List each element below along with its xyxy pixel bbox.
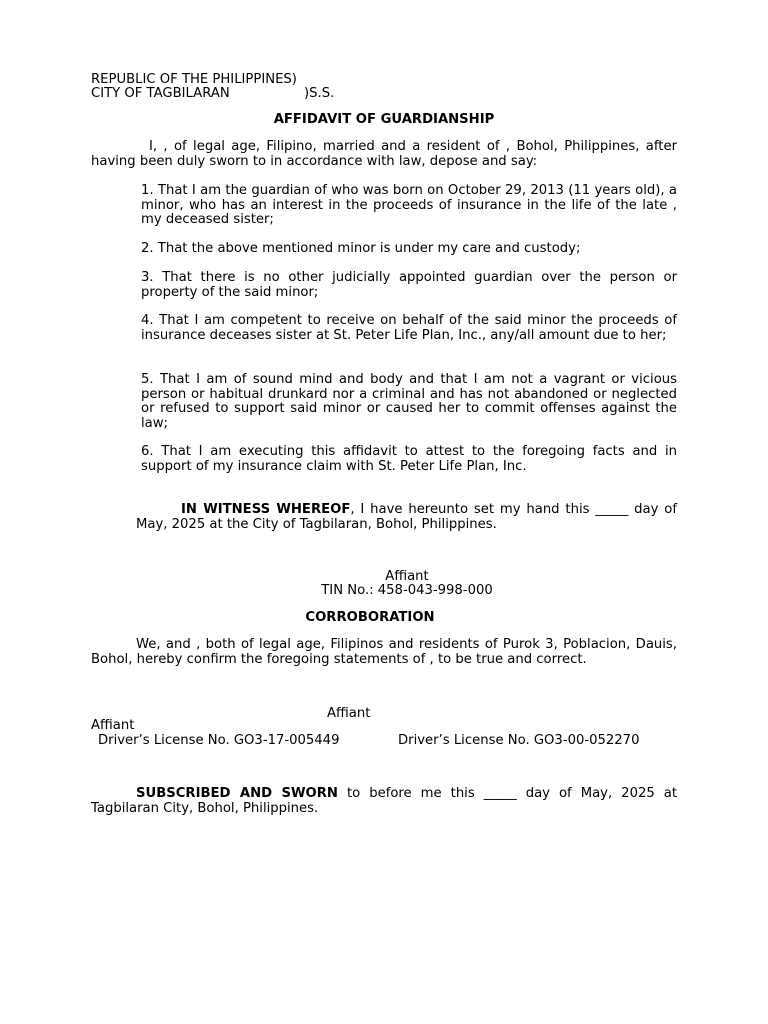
item-6: 6. That I am executing this affidavit to attest to the foregoing facts and in support of my insurance claim with St. Peter Life Plan, Inc. bbox=[141, 444, 677, 474]
license-left: Driver’s License No. GO3-17-005449 bbox=[98, 733, 340, 748]
corroboration-title: CORROBORATION bbox=[305, 610, 435, 625]
license-right: Driver’s License No. GO3-00-052270 bbox=[398, 733, 640, 748]
item-4: 4. That I am competent to receive on behalf of the said minor the proceeds of insurance deceases sister at St. Peter Life Plan, Inc., any/all amount due to her; bbox=[141, 313, 677, 343]
item-5: 5. That I am of sound mind and body and that I am not a vagrant or vicious person or habitual drunkard nor a criminal and has not abandoned or neglected or refused to support said minor or caused her to commit offenses against the law; bbox=[141, 372, 677, 431]
affiant-label: Affiant bbox=[385, 569, 429, 584]
item-3: 3. That there is no other judicially appointed guardian over the person or property of the said minor; bbox=[141, 270, 677, 300]
header-venue-suffix: )S.S. bbox=[304, 86, 335, 101]
corroboration-paragraph: We, and , both of legal age, Filipinos and residents of Purok 3, Poblacion, Dauis, Bohol, hereby confirm the foregoing statements of , to be true and correct. bbox=[91, 637, 677, 667]
intro-paragraph: I, , of legal age, Filipino, married and a resident of , Bohol, Philippines, after having been duly sworn to in accordance with law, depose and say: bbox=[91, 139, 677, 169]
header-country: REPUBLIC OF THE PHILIPPINES) bbox=[91, 72, 297, 87]
item-2: 2. That the above mentioned minor is under my care and custody; bbox=[141, 241, 581, 256]
affiant-tin: TIN No.: 458-043-998-000 bbox=[321, 583, 493, 598]
corroboration-affiant-left: Affiant bbox=[91, 718, 135, 733]
jurat-text: to before me this _____ day of May, 2025 at Tagbilaran City, Bohol, Philippines. bbox=[91, 786, 677, 816]
jurat-bold: SUBSCRIBED AND SWORN bbox=[136, 786, 338, 801]
witness-text: , I have hereunto set my hand this _____ day of May, 2025 at the City of Tagbilaran, Bohol, Philippines. bbox=[136, 502, 677, 532]
item-1: 1. That I am the guardian of who was born on October 29, 2013 (11 years old), a minor, who has an interest in the proceeds of insurance in the life of the late , my deceased sister; bbox=[141, 183, 677, 228]
document-title: AFFIDAVIT OF GUARDIANSHIP bbox=[273, 112, 495, 127]
header-city: CITY OF TAGBILARAN bbox=[91, 86, 230, 101]
witness-paragraph bbox=[136, 503, 677, 532]
jurat-paragraph bbox=[91, 787, 677, 816]
witness-bold: IN WITNESS WHEREOF bbox=[181, 502, 351, 517]
corroboration-affiant-right: Affiant bbox=[327, 706, 371, 721]
